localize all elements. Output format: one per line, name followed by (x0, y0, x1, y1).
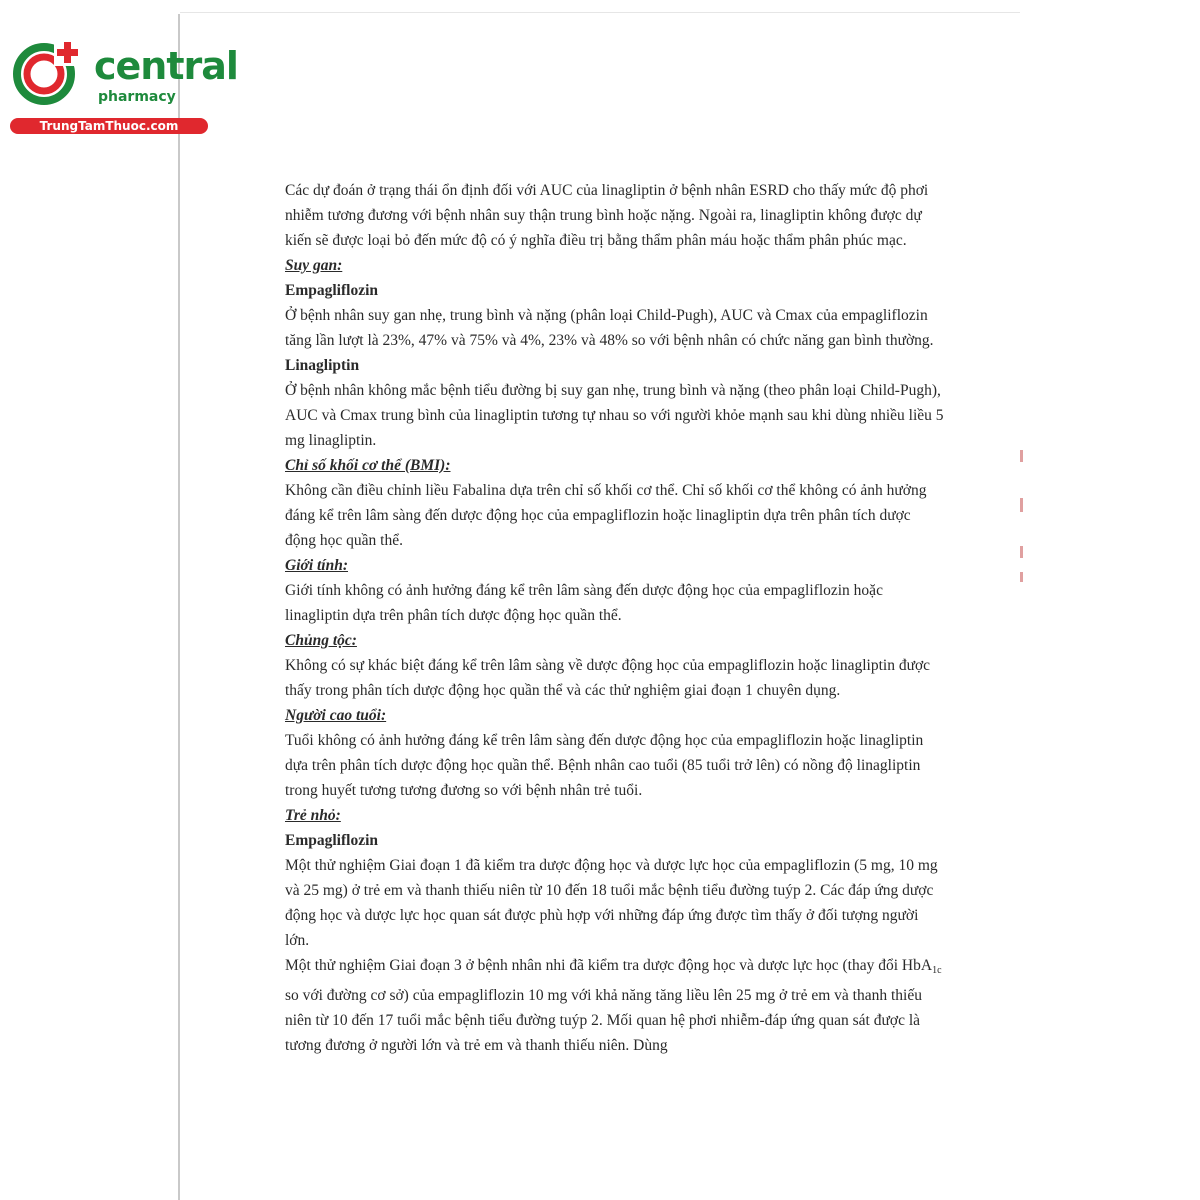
suy-gan-linagliptin-paragraph: Ở bệnh nhân không mắc bệnh tiểu đường bị suy gan nhẹ, trung bình và nặng (theo phân loại Child-Pugh), AUC và Cmax trung bình của linagliptin tương tự nhau so với người khỏe mạnh sau khi dùng nhiều liều 5 mg linagliptin. (285, 382, 944, 449)
heading-chung-toc: Chủng tộc: (285, 632, 357, 649)
logo-name: central (94, 44, 238, 88)
hba1c-subscript: 1c (932, 965, 942, 976)
tre-nho-paragraph-2-start: Một thử nghiệm Giai đoạn 3 ở bệnh nhân nhi đã kiểm tra dược động học và dược lực học (thay đổi HbA (285, 957, 933, 974)
suy-gan-empagliflozin-paragraph: Ở bệnh nhân suy gan nhẹ, trung bình và nặng (phân loại Child-Pugh), AUC và Cmax của empagliflozin tăng lần lượt là 23%, 47% và 75% và 4%, 23% và 48% so với bệnh nhân có chức năng gan bình thường. (285, 307, 934, 349)
page-top-edge (180, 12, 1020, 13)
bmi-paragraph: Không cần điều chỉnh liều Fabalina dựa trên chỉ số khối cơ thể. Chỉ số khối cơ thể không có ảnh hưởng đáng kể trên lâm sàng đến dược động học của empagliflozin hoặc linagliptin dựa trên phân tích dược động học quần thể. (285, 482, 927, 549)
subheading-linagliptin: Linagliptin (285, 357, 360, 374)
logo-subtitle: pharmacy (98, 89, 176, 105)
logo-ring-icon (10, 38, 82, 110)
heading-tre-nho: Trẻ nhỏ: (285, 807, 341, 824)
right-edge-marks (1020, 450, 1030, 600)
nguoi-cao-tuoi-paragraph: Tuổi không có ảnh hưởng đáng kể trên lâm sàng đến dược động học của empagliflozin hoặc linagliptin dựa trên phân tích dược động học quần thể. Bệnh nhân cao tuổi (85 tuổi trở lên) có nồng độ linagliptin trong huyết tương tương đương so với bệnh nhân trẻ tuổi. (285, 732, 924, 799)
heading-nguoi-cao-tuoi: Người cao tuổi: (285, 707, 387, 724)
tre-nho-paragraph-2 (285, 953, 945, 1058)
chung-toc-paragraph: Không có sự khác biệt đáng kể trên lâm sàng về dược động học của empagliflozin hoặc linagliptin được thấy trong phân tích dược động học quần thể và các thử nghiệm giai đoạn 1 chuyên dụng. (285, 657, 931, 699)
heading-suy-gan: Suy gan: (285, 257, 343, 274)
logo-banner: TrungTamThuoc.com (10, 118, 208, 134)
tre-nho-paragraph-2-end: so với đường cơ sở) của empagliflozin 10 mg với khả năng tăng liều lên 25 mg ở trẻ em và thanh thiếu niên từ 10 đến 17 tuổi mắc bệnh tiểu đường tuýp 2. Mối quan hệ phơi nhiễm-đáp ứng quan sát được là tương đương ở người lớn và trẻ em và thanh thiếu niên. Dùng (285, 987, 922, 1054)
gioi-tinh-paragraph: Giới tính không có ảnh hưởng đáng kể trên lâm sàng đến dược động học của empagliflozin hoặc linagliptin dựa trên phân tích dược động học quần thể. (285, 582, 883, 624)
central-pharmacy-logo (10, 38, 238, 138)
intro-paragraph: Các dự đoán ở trạng thái ổn định đối với AUC của linagliptin ở bệnh nhân ESRD cho thấy mức độ phơi nhiễm tương đương với bệnh nhân suy thận trung bình hoặc nặng. Ngoài ra, linagliptin không được dự kiến sẽ được loại bỏ đến mức độ có ý nghĩa điều trị bằng thẩm phân máu hoặc thẩm phân phúc mạc. (285, 182, 929, 249)
heading-gioi-tinh: Giới tính: (285, 557, 349, 574)
page-left-edge (178, 14, 180, 1200)
tre-nho-paragraph-1: Một thử nghiệm Giai đoạn 1 đã kiểm tra dược động học và dược lực học của empagliflozin (5 mg, 10 mg và 25 mg) ở trẻ em và thanh thiếu niên từ 10 đến 18 tuổi mắc bệnh tiểu đường tuýp 2. Các đáp ứng dược động học và dược lực học quan sát được phù hợp với những đáp ứng được tìm thấy ở đối tượng người lớn. (285, 857, 938, 949)
document-body (285, 178, 945, 1058)
subheading-empagliflozin: Empagliflozin (285, 282, 379, 299)
heading-bmi: Chỉ số khối cơ thể (BMI): (285, 457, 451, 474)
subheading-empagliflozin-tre-nho: Empagliflozin (285, 832, 379, 849)
